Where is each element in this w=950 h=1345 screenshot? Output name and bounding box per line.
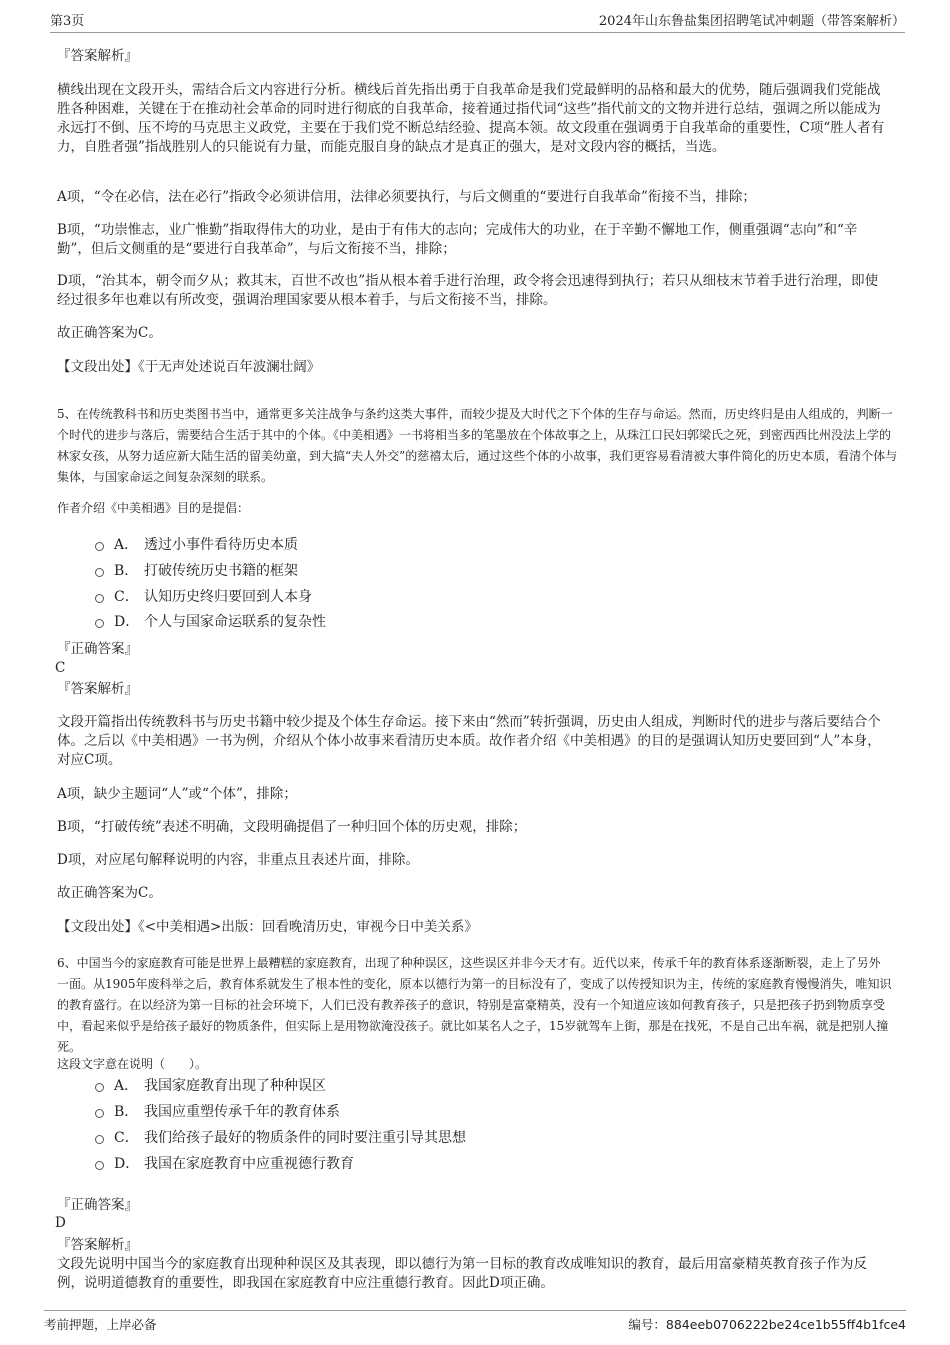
radio-icon[interactable] [95, 1109, 104, 1118]
radio-icon[interactable] [95, 1135, 104, 1144]
q6-answer: D [55, 1215, 66, 1231]
q6-analysis-text: 文段先说明中国当今的家庭教育出现种种误区及其表现，即以德行为第一目标的教育改成唯知识的教育，最后用富豪精英教育孩子作为反例，说明道德教育的重要性，即我国在家庭教育中应注重德行教育。因此D项正确。 [57, 1256, 867, 1291]
q6-option-a[interactable]: A． 我国家庭教育出现了种种误区 [95, 1076, 326, 1096]
q5-analysis-label: 『答案解析』 [57, 681, 138, 697]
radio-icon[interactable] [95, 1083, 104, 1092]
q4-option-b-explain: B项，“功崇惟志，业广惟勤”指取得伟大的功业，是由于有伟大的志向；完成伟大的功业，在于辛勤不懈地工作，侧重强调“志向”和“辛勤”，但后文侧重的是“要进行自我革命”，与后文衔接不当，排除； [57, 222, 858, 257]
q4-source: 【文段出处】《于无声处述说百年波澜壮阔》 [57, 359, 321, 375]
q5-option-a[interactable]: A． 透过小事件看待历史本质 [95, 535, 298, 555]
q5-question: 作者介绍《中美相遇》目的是提倡： [57, 501, 250, 515]
q5-source: 【文段出处】《<中美相遇>出版：回看晚清历史，审视今日中美关系》 [57, 919, 478, 935]
q6-option-d[interactable]: D． 我国在家庭教育中应重视德行教育 [95, 1154, 354, 1174]
radio-icon[interactable] [95, 568, 104, 577]
q6-option-c[interactable]: C． 我们给孩子最好的物质条件的同时要注重引导其思想 [95, 1128, 466, 1148]
q4-conclusion: 故正确答案为C。 [57, 325, 162, 341]
document-title: 2024年山东鲁盐集团招聘笔试冲刺题（带答案解析） [598, 14, 905, 29]
q4-option-d-explain: D项，“治其本，朝令而夕从；救其末，百世不改也”指从根本着手进行治理，政令将会迅速得到执行；若只从细枝末节着手进行治理，即使经过很多年也难以有所改变，强调治理国家要从根本着手，与后文衔接不当，排除。 [57, 273, 879, 308]
radio-icon[interactable] [95, 542, 104, 551]
q5-option-b[interactable]: B． 打破传统历史书籍的框架 [95, 561, 298, 581]
q6-analysis-label: 『答案解析』 [57, 1237, 138, 1253]
q6-answer-label: 『正确答案』 [57, 1197, 138, 1213]
q5-stem: 5、在传统教科书和历史类图书当中，通常更多关注战争与条约这类大事件，而较少提及大时代之下个体的生存与命运。然而，历史终归是由人组成的，判断一个时代的进步与落后，需要结合生活于其中的个体。《中美相遇》一书将相当多的笔墨放在个体故事之上，从珠江口民妇郭梁氏之死，到密西西比州没法上学的林家女孩，从努力适应新大陆生活的留美幼童，到大搞“夫人外交”的慈禧太后，通过这些个体的小故事，我们更容易看清被大事件简化的历史本质，看清个体与集体，与国家命运之间复杂深刻的联系。 [57, 407, 898, 484]
footer-slogan: 考前押题，上岸必备 [44, 1317, 157, 1332]
q5-conclusion: 故正确答案为C。 [57, 885, 162, 901]
q5-option-b-explain: B项，“打破传统”表述不明确，文段明确提倡了一种归回个体的历史观，排除； [57, 819, 527, 835]
q5-option-c[interactable]: C． 认知历史终归要回到人本身 [95, 587, 312, 607]
radio-icon[interactable] [95, 594, 104, 603]
q6-question: 这段文字意在说明（ ）。 [57, 1057, 208, 1071]
q5-answer-label: 『正确答案』 [57, 641, 138, 657]
radio-icon[interactable] [95, 619, 104, 628]
q5-option-d[interactable]: D． 个人与国家命运联系的复杂性 [95, 612, 326, 632]
q5-analysis-text: 文段开篇指出传统教科书与历史书籍中较少提及个体生存命运。接下来由“然而”转折强调，历史由人组成，判断时代的进步与落后要结合个体。之后以《中美相遇》一书为例，介绍从个体小故事来看清历史本质。故作者介绍《中美相遇》的目的是强调认知历史要回到“人”本身，对应C项。 [57, 714, 881, 768]
q6-option-b[interactable]: B． 我国应重塑传承千年的教育体系 [95, 1102, 340, 1122]
page-header [50, 10, 905, 33]
q5-answer: C [55, 660, 66, 676]
q4-analysis-text: 横线出现在文段开头，需结合后文内容进行分析。横线后首先指出勇于自我革命是我们党最鲜明的品格和最大的优势，随后强调我们党能战胜各种困难，关键在于在推动社会革命的同时进行彻底的自我革命，接着通过指代词“这些”指代前文的文物并进行总结，强调之所以能成为永远打不倒、压不垮的马克思主义政党，主要在于我们党不断总结经验、提高本领。故文段重在强调勇于自我革命的重要性，C项“胜人者有力，自胜者强”指战胜别人的只能说有力量，而能克服自身的缺点才是真正的强大，是对文段内容的概括，当选。 [57, 82, 885, 155]
page-number: 第3页 [50, 14, 85, 29]
q6-stem: 6、中国当今的家庭教育可能是世界上最糟糕的家庭教育，出现了种种误区，这些误区并非今天才有。近代以来，传承千年的教育体系逐渐断裂，走上了另外一面。从1905年废科举之后，教育体系就发生了根本性的变化，原本以德行为第一的目标没有了，变成了以传授知识为主，传统的家庭教育慢慢消失，唯知识的教育盛行。在以经济为第一目标的社会环境下，人们已没有教养孩子的意识，特别是富豪精英，没有一个知道应该如何教育孩子，只是把孩子扔到物质享受中，看起来似乎是给孩子最好的物质条件，但实际上是用物欲淹没孩子。就比如某名人之子，15岁就驾车上街，那是在找死，不是自己出车祸，就是把别人撞死。 [57, 956, 892, 1054]
page-footer [44, 1310, 906, 1333]
q5-option-a-explain: A项，缺少主题词“人”或“个体”，排除； [57, 786, 297, 802]
footer-serial: 编号：884eeb0706222be24ce1b55ff4b1fce4 [628, 1317, 906, 1332]
radio-icon[interactable] [95, 1161, 104, 1170]
q4-analysis-label: 『答案解析』 [57, 48, 138, 64]
q4-option-a-explain: A项，“令在必信，法在必行”指政令必须讲信用，法律必须要执行，与后文侧重的“要进行自我革命”衔接不当，排除； [57, 189, 756, 205]
q5-option-d-explain: D项，对应尾句解释说明的内容，非重点且表述片面，排除。 [57, 852, 419, 868]
